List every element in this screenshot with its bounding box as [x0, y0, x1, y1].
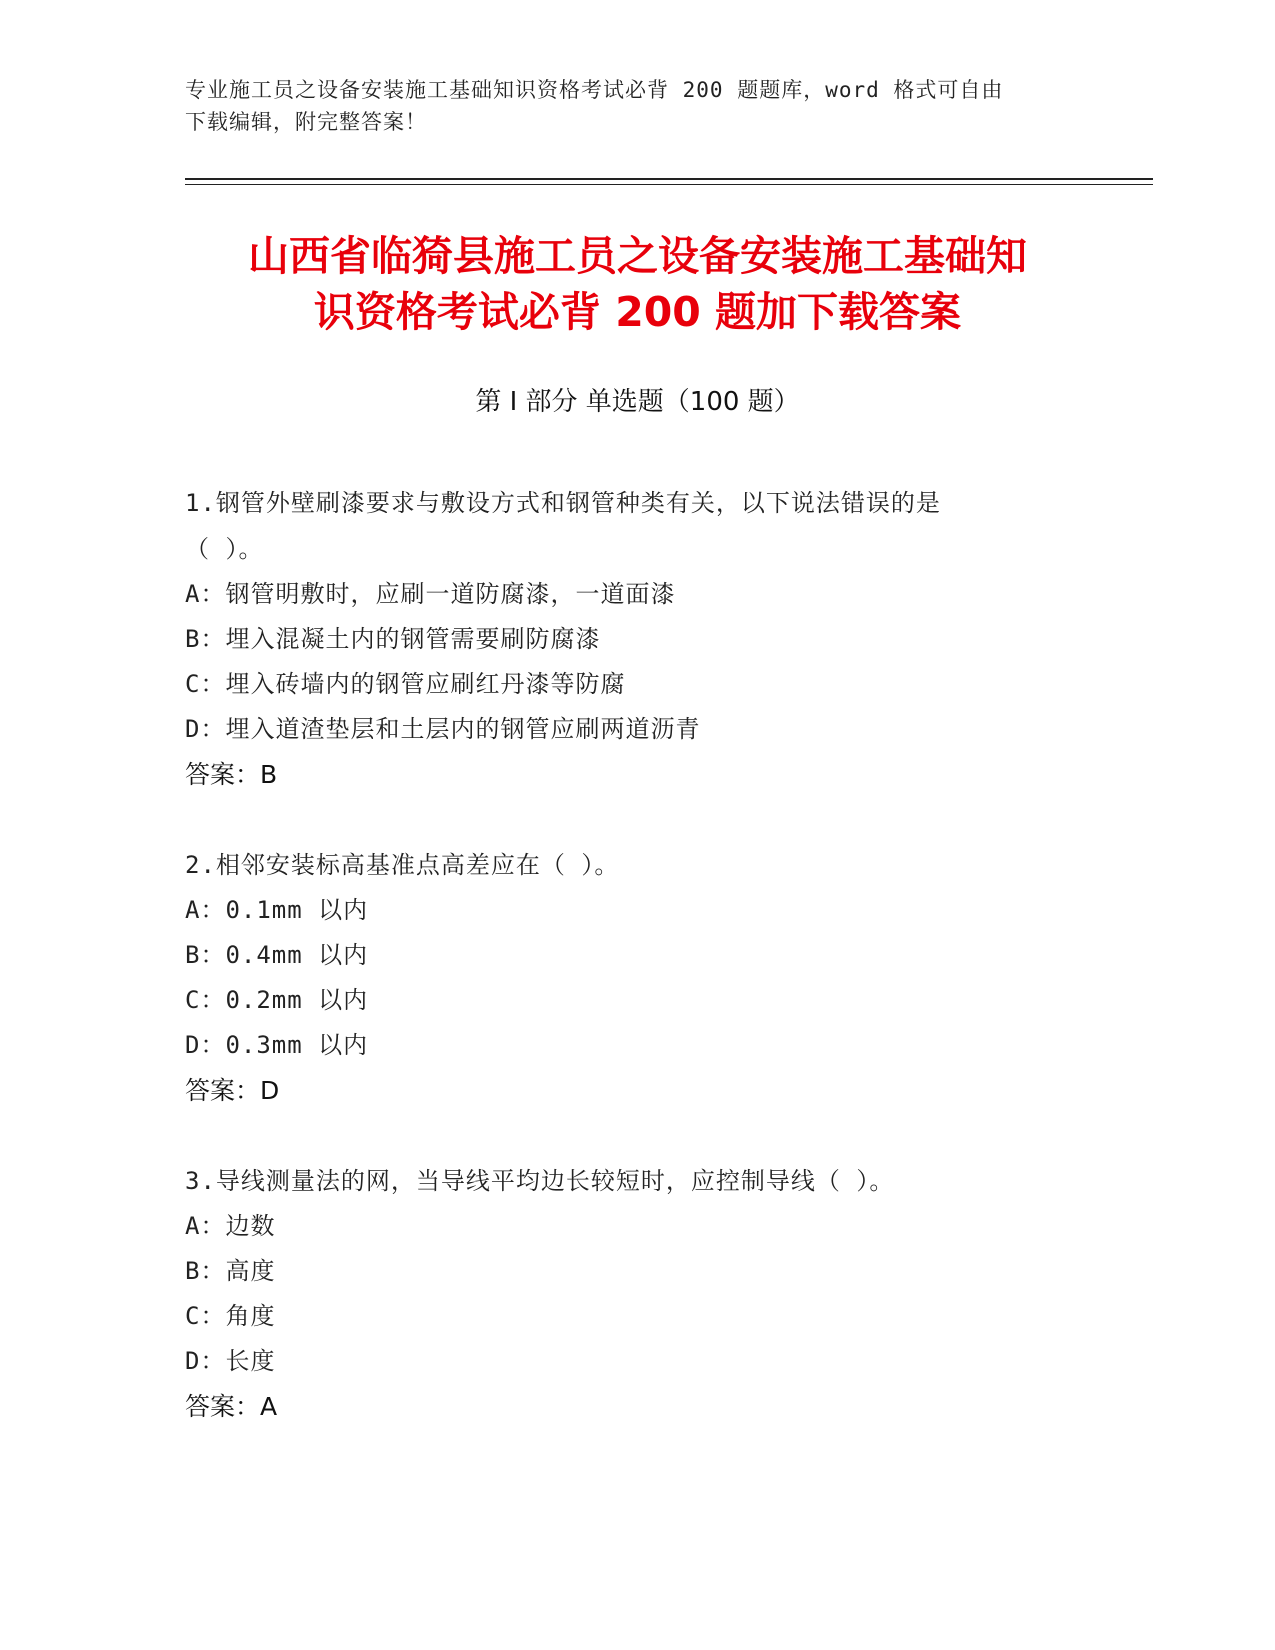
header-divider-thick [185, 178, 1153, 180]
answer: 答案：B [185, 760, 278, 789]
question-3 [185, 1158, 1085, 1430]
option-b: B：高度 [185, 1257, 276, 1285]
option-a: A：0.1mm 以内 [185, 896, 369, 924]
question-text: 3.导线测量法的网，当导线平均边长较短时，应控制导线（ ）。 [185, 1167, 895, 1195]
question-text-continued: （ ）。 [185, 535, 264, 563]
document-title [150, 228, 1125, 340]
question-text: 2.相邻安装标高基准点高差应在（ ）。 [185, 851, 620, 879]
option-c: C：埋入砖墙内的钢管应刷红丹漆等防腐 [185, 670, 626, 698]
section-heading: 第 I 部分 单选题（100 题） [475, 387, 800, 417]
option-d: D：0.3mm 以内 [185, 1031, 369, 1059]
document-title-line-1: 山西省临猗县施工员之设备安装施工基础知 [248, 232, 1027, 280]
question-1 [185, 480, 1085, 798]
question-list [185, 480, 1085, 1474]
answer: 答案：A [185, 1392, 278, 1421]
option-c: C：角度 [185, 1302, 276, 1330]
option-b: B：0.4mm 以内 [185, 941, 369, 969]
header-note-line-2: 下载编辑，附完整答案！ [185, 110, 427, 134]
header-note-line-1: 专业施工员之设备安装施工基础知识资格考试必背 200 题题库，word 格式可自由 [185, 78, 1004, 102]
option-d: D：长度 [185, 1347, 276, 1375]
option-d: D：埋入道渣垫层和土层内的钢管应刷两道沥青 [185, 715, 701, 743]
option-a: A：钢管明敷时，应刷一道防腐漆，一道面漆 [185, 580, 676, 608]
answer: 答案：D [185, 1076, 280, 1105]
document-title-line-2: 识资格考试必背 200 题加下载答案 [313, 288, 962, 336]
option-b: B：埋入混凝土内的钢管需要刷防腐漆 [185, 625, 601, 653]
header-note [185, 74, 1085, 138]
question-text: 1.钢管外壁刷漆要求与敷设方式和钢管种类有关，以下说法错误的是 [185, 489, 941, 517]
option-a: A：边数 [185, 1212, 276, 1240]
header-divider-thin [185, 184, 1153, 185]
question-2 [185, 842, 1085, 1114]
option-c: C：0.2mm 以内 [185, 986, 369, 1014]
